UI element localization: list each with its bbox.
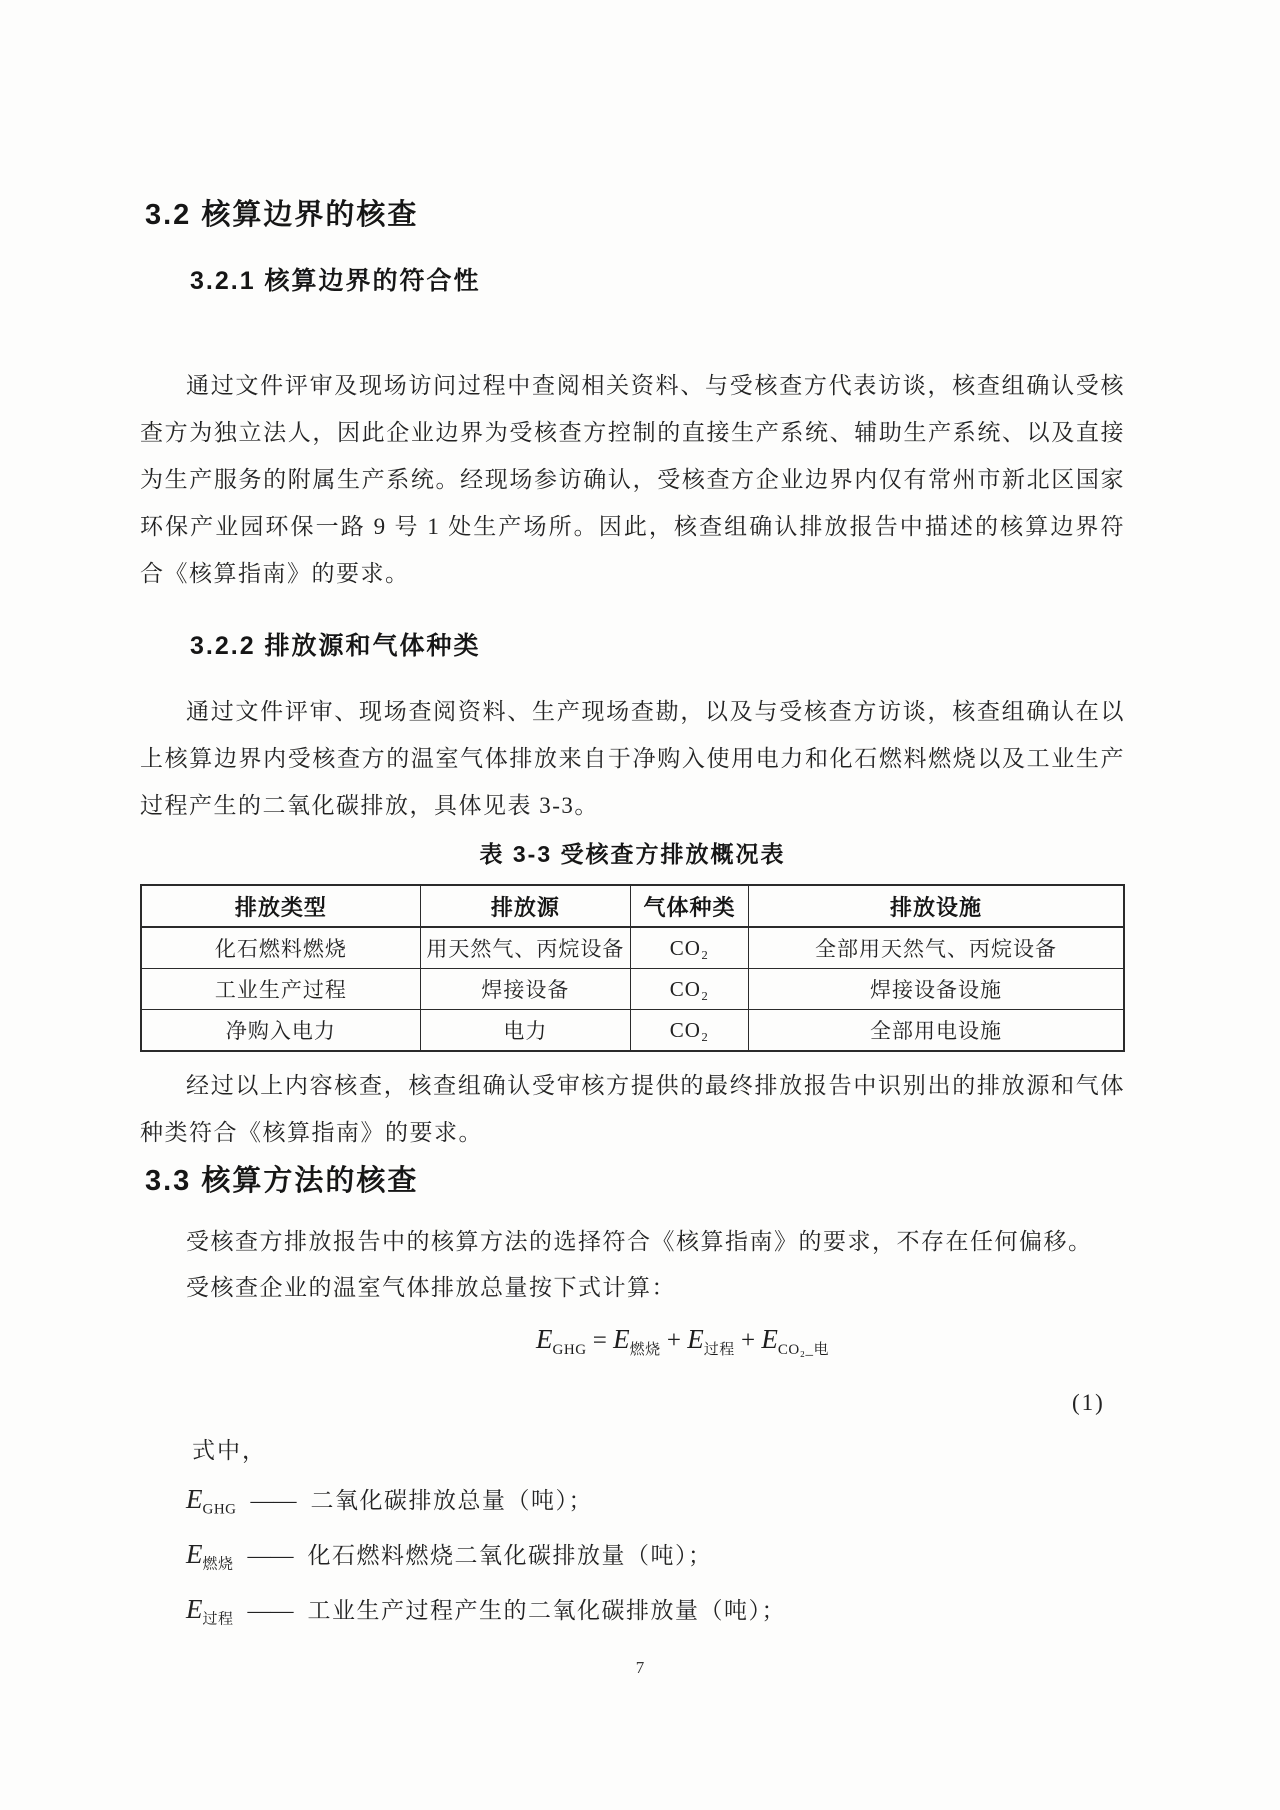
ghg-total-formula <box>190 1324 1175 1358</box>
section-heading-3-2: 3.2 核算边界的核查 <box>145 199 419 231</box>
col-header-emission-type: 排放类型 <box>141 885 420 927</box>
page-number: 7 <box>635 1658 645 1677</box>
section-heading-3-3: 3.3 核算方法的核查 <box>145 1165 419 1197</box>
section-heading-3-2-1: 3.2.1 核算边界的符合性 <box>190 267 481 295</box>
definitions-list <box>186 1482 786 1647</box>
cell-gas-type: CO₂ <box>631 927 749 969</box>
plus-sign: + <box>666 1327 682 1354</box>
table-caption: 表 3-3 受核查方排放概况表 <box>479 841 786 867</box>
cell-emission-facility: 全部用电设施 <box>748 1010 1124 1052</box>
definition-item <box>186 1592 786 1647</box>
formula-lhs-sub: GHG <box>552 1342 587 1358</box>
cell-emission-type: 工业生产过程 <box>141 969 420 1010</box>
equals-sign: = <box>592 1327 607 1354</box>
definition-desc: 二氧化碳排放总量（吨）； <box>310 1488 593 1513</box>
definition-term <box>186 1484 237 1518</box>
col-header-emission-source: 排放源 <box>420 885 630 927</box>
cell-emission-source: 电力 <box>420 1010 630 1052</box>
cell-gas-type: CO₂ <box>631 1010 749 1052</box>
table-row <box>141 927 1124 969</box>
paragraph-emission-sources: 通过文件评审、现场查阅资料、生产现场查勘，以及与受核查方访谈，核查组确认在以上核算边界内受核查方的温室气体排放来自于净购入使用电力和化石燃料燃烧以及工业生产过程产生的二氧化碳排放，具体见表 3-3。 <box>140 699 1125 818</box>
definition-dash: —— <box>250 1488 297 1513</box>
cell-emission-facility: 全部用天然气、丙烷设备 <box>748 927 1124 969</box>
col-header-gas-type: 气体种类 <box>631 885 749 927</box>
definition-desc: 化石燃料燃烧二氧化碳排放量（吨）； <box>307 1543 713 1568</box>
table-row <box>141 969 1124 1010</box>
term-sub: 燃烧 <box>202 1556 234 1573</box>
term-base: E <box>186 1594 203 1624</box>
paragraph-method-conformity: 受核查方排放报告中的核算方法的选择符合《核算指南》的要求，不存在任何偏移。 <box>186 1229 1093 1254</box>
term-base: E <box>186 1484 203 1514</box>
table-header-row <box>141 885 1124 927</box>
cell-emission-type: 净购入电力 <box>141 1010 420 1052</box>
definition-item <box>186 1482 786 1537</box>
formula-lhs-base: E <box>536 1324 553 1354</box>
definition-term <box>186 1539 234 1573</box>
term-base: E <box>186 1539 203 1569</box>
formula-term3-sub: CO₂_电 <box>777 1342 829 1358</box>
formula-term3-base: E <box>761 1324 778 1354</box>
cell-emission-source: 焊接设备 <box>420 969 630 1010</box>
paragraph-table-conclusion: 经过以上内容核查，核查组确认受审核方提供的最终排放报告中识别出的排放源和气体种类符合《核算指南》的要求。 <box>140 1073 1125 1145</box>
definition-desc: 工业生产过程产生的二氧化碳排放量（吨）； <box>307 1598 787 1623</box>
formula-term1-base: E <box>613 1324 630 1354</box>
emission-overview-table <box>140 884 1125 1052</box>
equation-number: (1) <box>1072 1390 1105 1415</box>
cell-gas-type: CO₂ <box>631 969 749 1010</box>
section-heading-3-2-2: 3.2.2 排放源和气体种类 <box>190 632 481 660</box>
paragraph-formula-intro: 受核查企业的温室气体排放总量按下式计算： <box>186 1275 676 1300</box>
plus-sign: + <box>741 1327 756 1354</box>
formula-term1-sub: 燃烧 <box>629 1342 661 1358</box>
paragraph-boundary-conformity: 通过文件评审及现场访问过程中查阅相关资料、与受核查方代表访谈，核查组确认受核查方为独立法人，因此企业边界为受核查方控制的直接生产系统、辅助生产系统、以及直接为生产服务的附属生产系统。经现场参访确认，受核查方企业边界内仅有常州市新北区国家环保产业园环保一路 9 号 1 处生产场所。因此，核查组确认排放报告中描述的核算边界符合《核算指南》的要求。 <box>140 373 1125 586</box>
table-row <box>141 1010 1124 1052</box>
definition-dash: —— <box>247 1598 294 1623</box>
term-sub: 过程 <box>202 1611 234 1628</box>
definitions-intro: 式中， <box>192 1438 267 1463</box>
definition-item <box>186 1537 786 1592</box>
term-sub: GHG <box>202 1501 237 1518</box>
definition-dash: —— <box>247 1543 294 1568</box>
formula-term2-sub: 过程 <box>703 1342 735 1358</box>
cell-emission-type: 化石燃料燃烧 <box>141 927 420 969</box>
formula-term2-base: E <box>687 1324 704 1354</box>
cell-emission-facility: 焊接设备设施 <box>748 969 1124 1010</box>
cell-emission-source: 用天然气、丙烷设备 <box>420 927 630 969</box>
col-header-emission-facility: 排放设施 <box>748 885 1124 927</box>
definition-term <box>186 1594 234 1628</box>
